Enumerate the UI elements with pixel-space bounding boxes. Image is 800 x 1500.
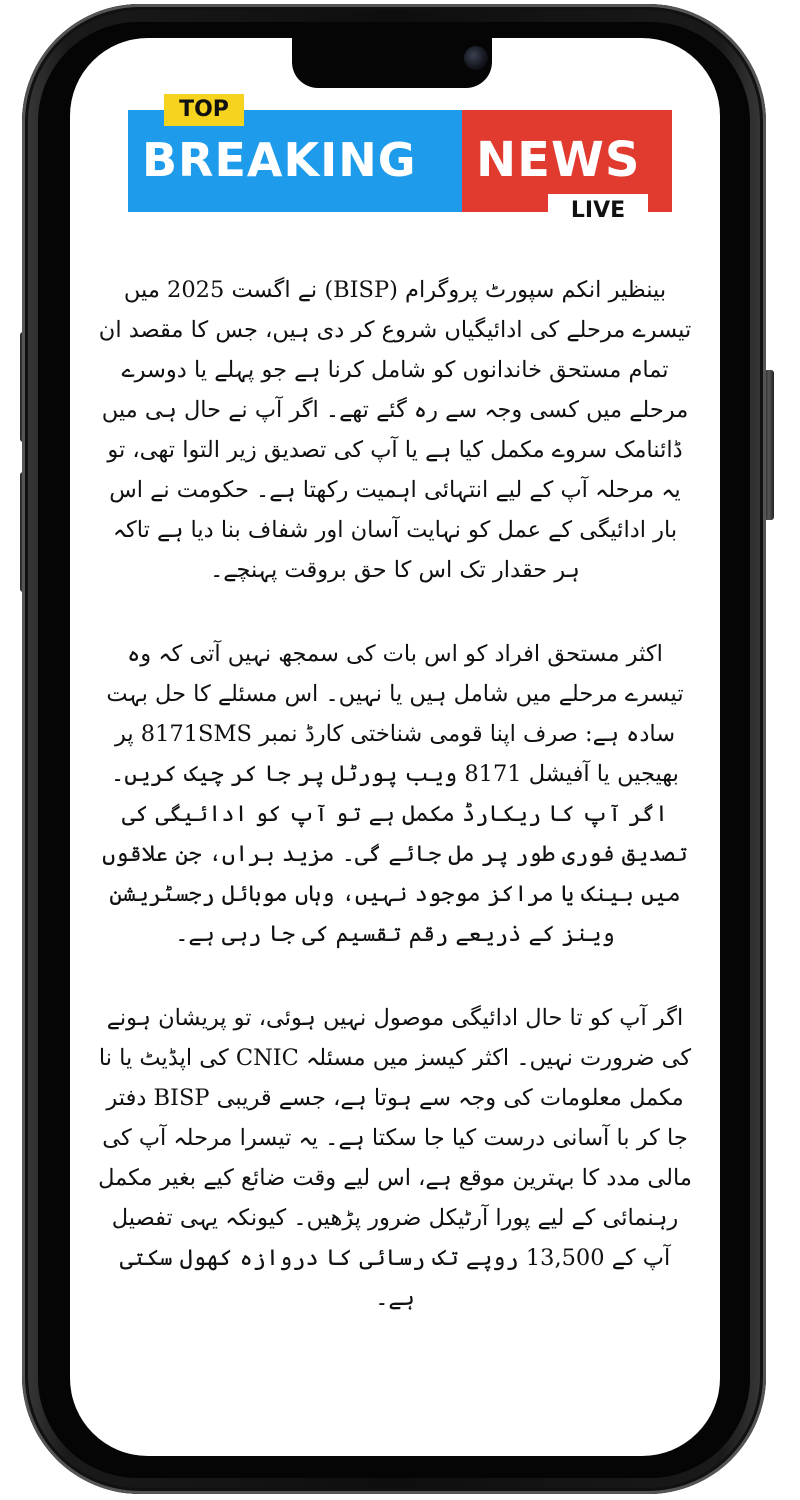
banner-top-tag: TOP bbox=[164, 94, 244, 126]
notch bbox=[292, 38, 492, 88]
breaking-news-banner bbox=[128, 97, 670, 223]
phone-screen bbox=[70, 38, 720, 1456]
banner-breaking-label: BREAKING bbox=[142, 133, 417, 187]
banner-live-tag: LIVE bbox=[548, 194, 648, 226]
article-paragraph-3: اگر آپ کو تا حال ادائیگی موصول نہیں ہوئی، تو پریشان ہونے کی ضرورت نہیں۔ اکثر کیسز میں مسئلہ CNIC کی اپڈیٹ یا نا مکمل معلومات کی وجہ سے ہوتا ہے، جسے قریبی BISP دفتر جا کر با آسانی درست کیا جا سکتا ہے۔ یہ تیسرا مرحلہ آپ کی مالی مدد کا بہترین موقع ہے، اس لیے وقت ضائع کیے بغیر مکمل رہنمائی کے لیے پورا آرٹیکل ضرور پڑھیں۔ کیونکہ یہی تفصیل آپ کے 13,500 روپے تک رسائی کا دروازہ کھول سکتی ہے۔ bbox=[98, 1005, 692, 1311]
camera-icon bbox=[464, 46, 488, 70]
article-paragraph-2: اکثر مستحق افراد کو اس بات کی سمجھ نہیں آتی کہ وہ تیسرے مرحلے میں شامل ہیں یا نہیں۔ اس مسئلے کا حل بہت سادہ ہے: صرف اپنا قومی شناختی کارڈ نمبر 8171SMS پر بھیجیں یا آفیشل 8171 ویب پورٹل پر جا کر چیک کریں۔ اگر آپ کا ریکارڈ مکمل ہے تو آپ کو ادائیگی کی تصدیق فوری طور پر مل جائے گی۔ مزید براں، جن علاقوں میں بینک یا مراکز موجود نہیں، وہاں موبائل رجسٹریشن وینز کے ذریعے رقم تقسیم کی جا رہی ہے۔ bbox=[102, 641, 688, 947]
article-paragraph-1: بینظیر انکم سپورٹ پروگرام (BISP) نے اگست 2025 میں تیسرے مرحلے کی ادائیگیاں شروع کر دی ہیں، جس کا مقصد ان تمام مستحق خاندانوں کو شامل کرنا ہے جو پہلے یا دوسرے مرحلے میں کسی وجہ سے رہ گئے تھے۔ اگر آپ نے حال ہی میں ڈائنامک سروے مکمل کیا ہے یا آپ کی تصدیق زیر التوا تھی، تو یہ مرحلہ آپ کے لیے انتہائی اہمیت رکھتا ہے۔ حکومت نے اس بار ادائیگی کے عمل کو نہایت آسان اور شفاف بنا دیا ہے تاکہ ہر حقدار تک اس کا حق بروقت پہنچے۔ bbox=[98, 277, 692, 583]
article-body bbox=[98, 270, 692, 1362]
banner-news-label: NEWS bbox=[476, 132, 641, 188]
